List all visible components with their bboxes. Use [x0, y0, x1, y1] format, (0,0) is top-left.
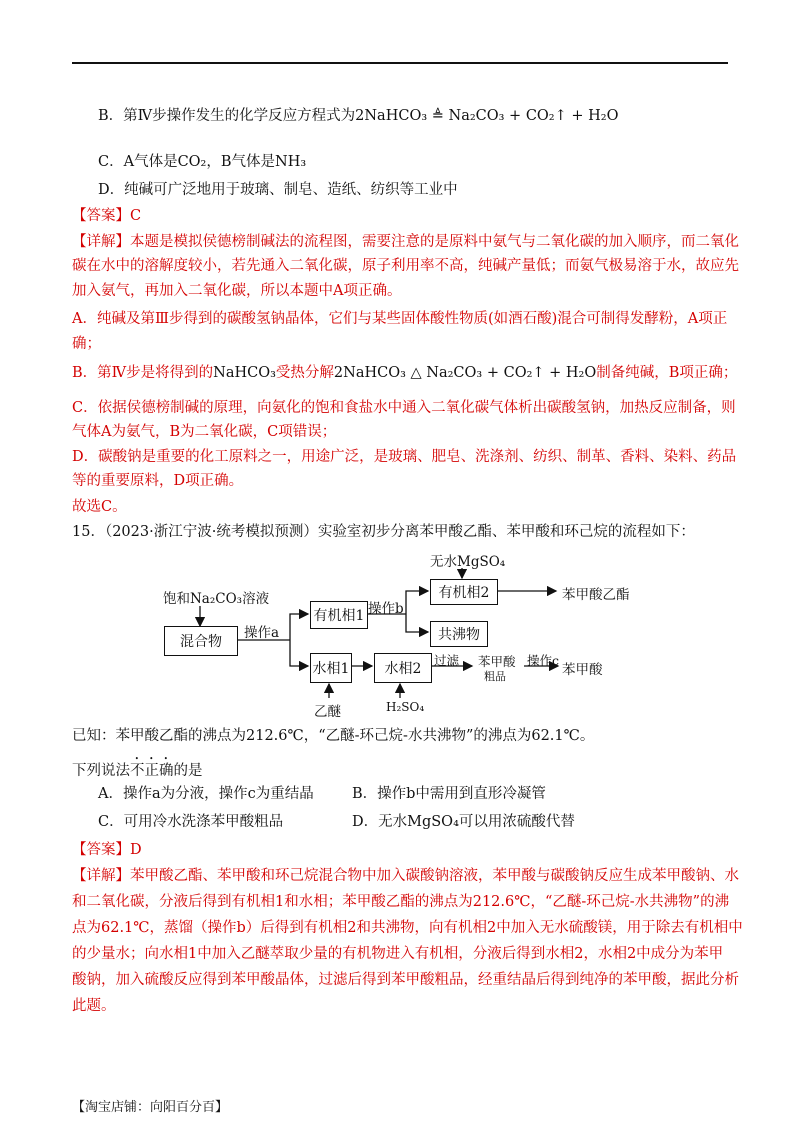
q15-ask	[72, 755, 203, 781]
label-ether: 乙醚	[314, 704, 341, 720]
label-h2so4: H₂SO₄	[386, 700, 425, 714]
nahco3-formula: NaHCO₃	[213, 365, 276, 381]
detail-15-line-3: 点为62.1℃，蒸馏（操作b）后得到有机相2和共沸物，向有机相2中加入无水硫酸镁，用于除去有机相中	[72, 920, 743, 936]
known-text-1: 已知：苯甲酸乙酯的沸点为	[72, 728, 246, 744]
detail-15-line-6: 此题。	[72, 998, 116, 1014]
option-c-text-1: C．A气体是	[98, 154, 178, 170]
decomposition-formula: 2NaHCO₃ △ Na₂CO₃ + CO₂↑ + H₂O	[333, 365, 597, 381]
box-organic-1: 有机相1	[310, 601, 368, 629]
detail-14-c-1: C．依据侯德榜制碱的原理，向氨化的饱和食盐水中通入二氧化碳气体析出碳酸氢钠，加热反应制备，则	[72, 400, 736, 416]
detail-14-line-3: 加入氨气，再加入二氧化碳，所以本题中A项正确。	[72, 283, 402, 299]
detail-14-b-text-1: B．第Ⅳ步是将得到的	[72, 365, 214, 381]
q15-option-b: B．操作b中需用到直形冷凝管	[352, 786, 546, 802]
option-c-text-2: ，B气体是	[206, 154, 276, 170]
bp-azeotrope: 62.1℃	[531, 728, 580, 744]
detail-14-b-text-2: 受热分解	[275, 365, 334, 381]
box-organic-2: 有机相2	[430, 579, 498, 605]
detail-14-a-2: 确；	[72, 336, 101, 352]
detail-14-line-2: 碳在水中的溶解度较小，若先通入二氧化碳，原子利用率不高，纯碱产量低；而氨气极易溶于水，故应先	[72, 258, 739, 274]
q15-option-a: A．操作a为分液，操作c为重结晶	[98, 786, 314, 802]
top-rule	[72, 62, 728, 64]
label-mgso4: 无水MgSO₄	[430, 554, 506, 570]
option-d: D．纯碱可广泛地用于玻璃、制皂、造纸、纺织等工业中	[98, 182, 458, 198]
ask-text-1: 下列说法	[72, 763, 130, 779]
option-b-text: B．第Ⅳ步操作发生的化学反应方程式为	[98, 108, 356, 124]
detail-14-d-2: 等的重要原料，D项正确。	[72, 473, 244, 489]
detail-14-c-2: 气体A为氨气，B为二氧化碳，C项错误；	[72, 424, 337, 440]
detail-14-b-text-3: 制备纯碱，B项正确；	[596, 365, 738, 381]
arrow-split-organic1	[290, 614, 308, 640]
q15-option-d: D．无水MgSO₄可以用浓硫酸代替	[352, 814, 575, 830]
detail-15-line-4: 的少量水；向水相1中加入乙醚萃取少量的有机物进入有机相，分液后得到水相2，水相2中成分为苯甲	[72, 946, 724, 962]
label-product-ester: 苯甲酸乙酯	[562, 587, 630, 603]
arrow-split-azeotrope	[406, 614, 428, 632]
gas-a-formula: CO₂	[177, 154, 207, 170]
detail-14-choose: 故选C。	[72, 499, 127, 515]
box-mixture: 混合物	[164, 626, 238, 656]
detail-14-b	[72, 363, 737, 383]
detail-15-line-1: 【详解】苯甲酸乙酯、苯甲酸和环己烷混合物中加入碳酸钠溶液，苯甲酸与碳酸钠反应生成苯甲酸钠、水	[72, 868, 739, 884]
footer-shop: 【淘宝店铺：向阳百分百】	[72, 1100, 229, 1115]
label-crude-1: 苯甲酸	[478, 654, 516, 669]
q15-stem: 15．（2023·浙江宁波·统考模拟预测）实验室初步分离苯甲酸乙酯、苯甲酸和环己烷的流程如下：	[72, 524, 695, 540]
box-azeotrope: 共沸物	[430, 621, 488, 647]
label-op-b: 操作b	[368, 601, 404, 617]
bp-ester: 212.6℃	[246, 728, 304, 744]
box-water-2: 水相2	[374, 653, 432, 683]
arrow-split-water1	[290, 640, 308, 666]
label-filter: 过滤	[434, 653, 460, 668]
q15-known	[72, 726, 594, 746]
answer-15: 【答案】D	[72, 842, 142, 858]
label-na2co3: 饱和Na₂CO₃溶液	[163, 591, 270, 607]
box-water-1: 水相1	[310, 653, 352, 683]
gas-b-formula: NH₃	[275, 154, 307, 170]
detail-15-line-2: 和二氧化碳，分液后得到有机相1和水相；苯甲酸乙酯的沸点为212.6℃，“乙醚-环己烷-水共沸物”的沸	[72, 894, 730, 910]
ask-text-2: 的是	[173, 763, 203, 779]
known-text-3: 。	[579, 728, 595, 744]
detail-14-a-1: A．纯碱及第Ⅲ步得到的碳酸氢钠晶体，它们与某些固体酸性物质(如酒石酸)混合可制得发酵粉，A项正	[72, 311, 728, 327]
label-crude-2: 粗品	[484, 670, 506, 683]
option-b	[98, 106, 618, 126]
arrow-split-organic2	[406, 591, 428, 614]
detail-14-d-1: D．碳酸钠是重要的化工原料之一，用途广泛，是玻璃、肥皂、洗涤剂、纺织、制革、香料、染料、药品	[72, 449, 737, 465]
ask-emphasis: 不正确	[130, 763, 174, 779]
q15-option-c: C．可用冷水洗涤苯甲酸粗品	[98, 814, 284, 830]
option-c	[98, 152, 306, 172]
detail-15-line-5: 酸钠，加入硫酸反应得到苯甲酸晶体，过滤后得到苯甲酸粗品，经重结晶后得到纯净的苯甲酸，据此分析	[72, 972, 739, 988]
label-op-c: 操作c	[527, 653, 560, 668]
known-text-2: ，“乙醚-环己烷-水共沸物”的沸点为	[303, 728, 532, 744]
answer-14: 【答案】C	[72, 208, 142, 224]
detail-14-line-1: 【详解】本题是模拟侯德榜制碱法的流程图，需要注意的是原料中氨气与二氧化碳的加入顺序，而二氧化	[72, 234, 739, 250]
label-product-acid: 苯甲酸	[562, 662, 603, 678]
option-b-formula: 2NaHCO₃ ≜ Na₂CO₃ + CO₂↑ + H₂O	[355, 108, 619, 124]
label-op-a: 操作a	[244, 625, 280, 641]
